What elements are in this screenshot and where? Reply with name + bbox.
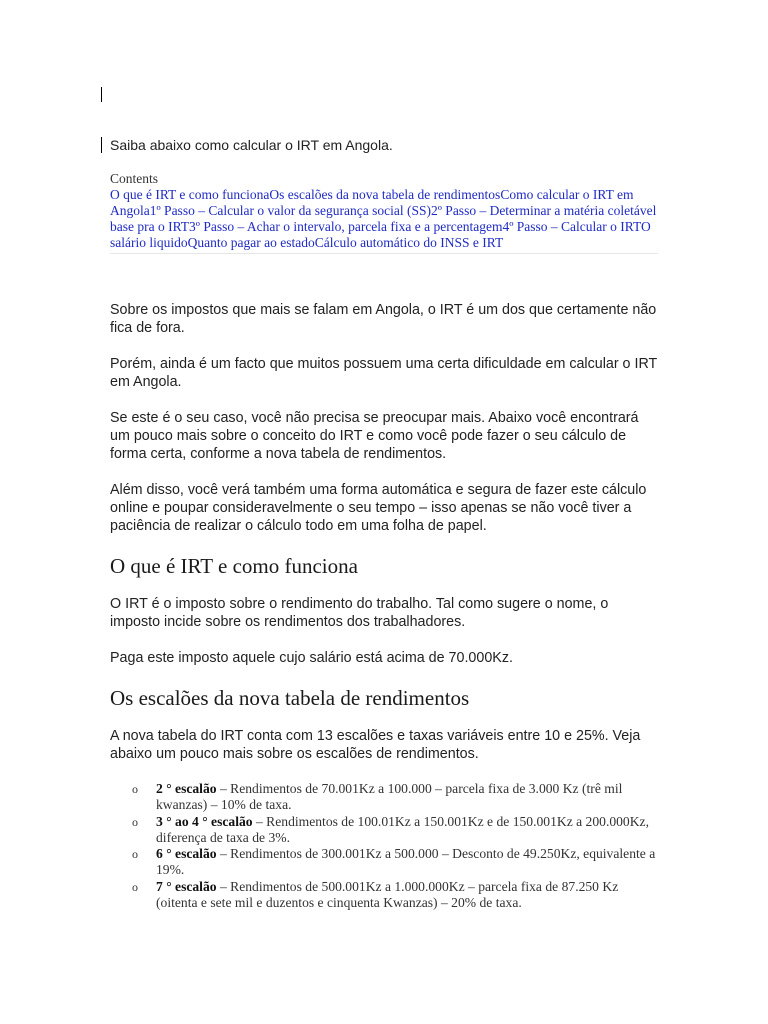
item-label: 3 ° ao 4 ° escalão	[156, 813, 253, 829]
item-label: 6 ° escalão	[156, 846, 217, 862]
paragraph: Se este é o seu caso, você não precisa se preocupar mais. Abaixo você encontrará um pouco mais sobre o conceito do IRT e como você pode fazer o seu cálculo de forma certa, conforme a nova tabela de rendimentos.	[110, 410, 639, 462]
item-text: – Rendimentos de 500.001Kz a 1.000.000Kz – parcela fixa de 87.250 Kz (oitenta e sete mil e duzentos e cinquenta Kwanzas) – 20% de taxa.	[156, 878, 619, 911]
list-item	[110, 781, 656, 814]
toc-link[interactable]: O salário liquido	[110, 219, 651, 250]
article-body	[110, 301, 658, 911]
item-text: – Rendimentos de 70.001Kz a 100.000 – parcela fixa de 3.000 Kz (trê mil kwanzas) – 10% de taxa.	[156, 781, 623, 813]
item-label: 2 ° escalão	[156, 781, 217, 796]
toc-link[interactable]: Como calcular o IRT em Angola	[110, 187, 634, 218]
paragraph: Porém, ainda é um facto que muitos possuem uma certa dificuldade em calcular o IRT em Angola.	[110, 356, 657, 390]
bullet-icon: o	[132, 847, 138, 862]
paragraph: Sobre os impostos que mais se falam em Angola, o IRT é um dos que certamente não fica de fora.	[110, 302, 657, 336]
bracket-list	[110, 781, 658, 911]
paragraph: Além disso, você verá também uma forma automática e segura de fazer este cálculo online e poupar consideravelmente o seu tempo – isso apenas se não você tiver a paciência de realizar o cálculo todo em uma folha de papel.	[110, 482, 647, 534]
bullet-icon: o	[132, 879, 138, 894]
paragraph: Paga este imposto aquele cujo salário está acima de 70.000Kz.	[110, 650, 513, 666]
list-item	[110, 814, 656, 847]
toc-link[interactable]: 4º Passo – Calcular o IRT	[502, 219, 641, 234]
toc-link[interactable]: 1º Passo – Calcular o valor da segurança social (SS)	[149, 203, 431, 218]
intro-text: Saiba abaixo como calcular o IRT em Angola.	[110, 137, 393, 153]
bullet-icon: o	[132, 782, 138, 796]
toc-link[interactable]: Cálculo automático do INSS e IRT	[314, 235, 504, 250]
item-text: – Rendimentos de 100.01Kz a 150.001Kz e de 150.001Kz a 200.000Kz, diferença de taxa de 3%.	[156, 813, 649, 845]
toc-title: Contents	[110, 171, 159, 186]
paragraph: O IRT é o imposto sobre o rendimento do trabalho. Tal como sugere o nome, o imposto incide sobre os rendimentos dos trabalhadores.	[110, 596, 609, 630]
toc-link[interactable]: Quanto pagar ao estado	[187, 235, 315, 250]
section-heading: O que é IRT e como funciona	[110, 554, 358, 578]
list-item	[110, 879, 656, 912]
paragraph: A nova tabela do IRT conta com 13 escalões e taxas variáveis entre 10 e 25%. Veja abaixo um pouco mais sobre os escalões de rendimentos.	[110, 728, 641, 762]
text-cursor-top	[101, 87, 102, 102]
item-text: – Rendimentos de 300.001Kz a 500.000 – Desconto de 49.250Kz, equivalente a 19%.	[156, 846, 656, 878]
section-heading: Os escalões da nova tabela de rendimentos	[110, 686, 470, 710]
bullet-icon: o	[132, 814, 138, 829]
table-of-contents	[110, 171, 658, 254]
text-cursor-intro	[101, 137, 102, 153]
toc-link[interactable]: 3º Passo – Achar o intervalo, parcela fixa e a percentagem	[189, 219, 503, 234]
toc-links	[110, 187, 658, 251]
item-label: 7 ° escalão	[156, 878, 217, 894]
toc-link[interactable]: Os escalões da nova tabela de rendimentos	[269, 187, 501, 202]
toc-link[interactable]: 2º Passo – Determinar a matéria coletável base pra o IRT	[110, 203, 657, 234]
toc-link[interactable]: O que é IRT e como funciona	[110, 187, 270, 202]
list-item	[110, 846, 656, 879]
